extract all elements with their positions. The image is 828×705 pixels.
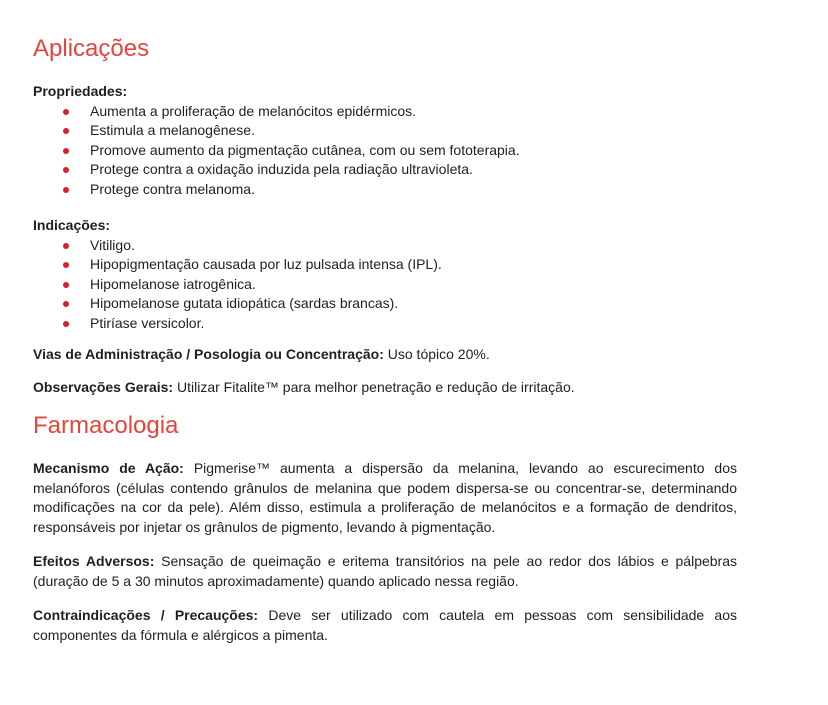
vias-paragraph [33,345,737,365]
list-item [33,294,737,314]
list-item [33,255,737,275]
bullet-icon [63,321,69,327]
list-item-text: Protege contra melanoma. [90,180,255,197]
efeitos-label: Efeitos Adversos: [33,553,155,569]
list-item [33,121,737,141]
list-item [33,180,737,200]
contraindicacoes-label: Contraindicações / Precauções: [33,607,259,623]
indicacoes-list [33,236,737,334]
bullet-icon [63,282,69,288]
propriedades-label: Propriedades: [33,83,128,99]
bullet-icon [63,148,69,154]
list-item [33,141,737,161]
efeitos-text: Sensação de queimação e eritema transitórios na pele ao redor dos lábios e pálpebras (duração de 5 a 30 minutos aproximadamente) quando aplicado nessa região. [33,553,738,589]
list-item-text: Ptiríase versicolor. [90,314,205,331]
mecanismo-label: Mecanismo de Ação: [33,460,184,476]
list-item-text: Hipopigmentação causada por luz pulsada intensa (IPL). [90,256,442,272]
indicacoes-label: Indicações: [33,217,111,233]
mecanismo-text: Pigmerise™ aumenta a dispersão da melanina, levando ao escurecimento dos melanóforos (células contendo grânulos de melanina que podem dispersa-se ou concentrar-se, determinando modificações na cor da pele). Além disso, estimula a proliferação de melanócitos e a formação de dendritos, responsáveis por injetar os grânulos de pigmento, levando à pigmentação. [33,460,738,535]
propriedades-list [33,102,737,200]
mecanismo-paragraph [33,459,737,537]
list-item [33,102,737,122]
bullet-icon [63,109,69,115]
list-item [33,236,737,256]
list-item-text: Vitiligo. [90,236,135,253]
list-item-text: Promove aumento da pigmentação cutânea, com ou sem fototerapia. [90,141,520,158]
observacoes-paragraph [33,378,737,398]
bullet-icon [63,301,69,307]
list-item-text: Hipomelanose gutata idiopática (sardas brancas). [90,295,399,311]
vias-text: Uso tópico 20%. [387,346,490,362]
list-item [33,160,737,180]
observacoes-label: Observações Gerais: [33,378,174,395]
bullet-icon [63,167,69,173]
observacoes-text: Utilizar Fitalite™ para melhor penetração e redução de irritação. [176,378,575,395]
section-title-aplicacoes: Aplicações [33,35,150,62]
section-title-farmacologia: Farmacologia [33,412,179,439]
list-item-text: Protege contra a oxidação induzida pela radiação ultravioleta. [90,161,473,177]
bullet-icon [63,128,69,134]
list-item-text: Aumenta a proliferação de melanócitos epidérmicos. [90,102,417,119]
bullet-icon [63,243,69,249]
contraindicacoes-paragraph [33,606,737,645]
list-item-text: Estimula a melanogênese. [90,122,255,138]
bullet-icon [63,262,69,268]
list-item [33,314,737,334]
list-item [33,275,737,295]
contraindicacoes-text: Deve ser utilizado com cautela em pessoas com sensibilidade aos componentes da fórmula e alérgicos a pimenta. [33,607,738,643]
bullet-icon [63,187,69,193]
vias-label: Vias de Administração / Posologia ou Concentração: [33,346,384,362]
list-item-text: Hipomelanose iatrogênica. [90,275,256,292]
efeitos-paragraph [33,552,737,591]
